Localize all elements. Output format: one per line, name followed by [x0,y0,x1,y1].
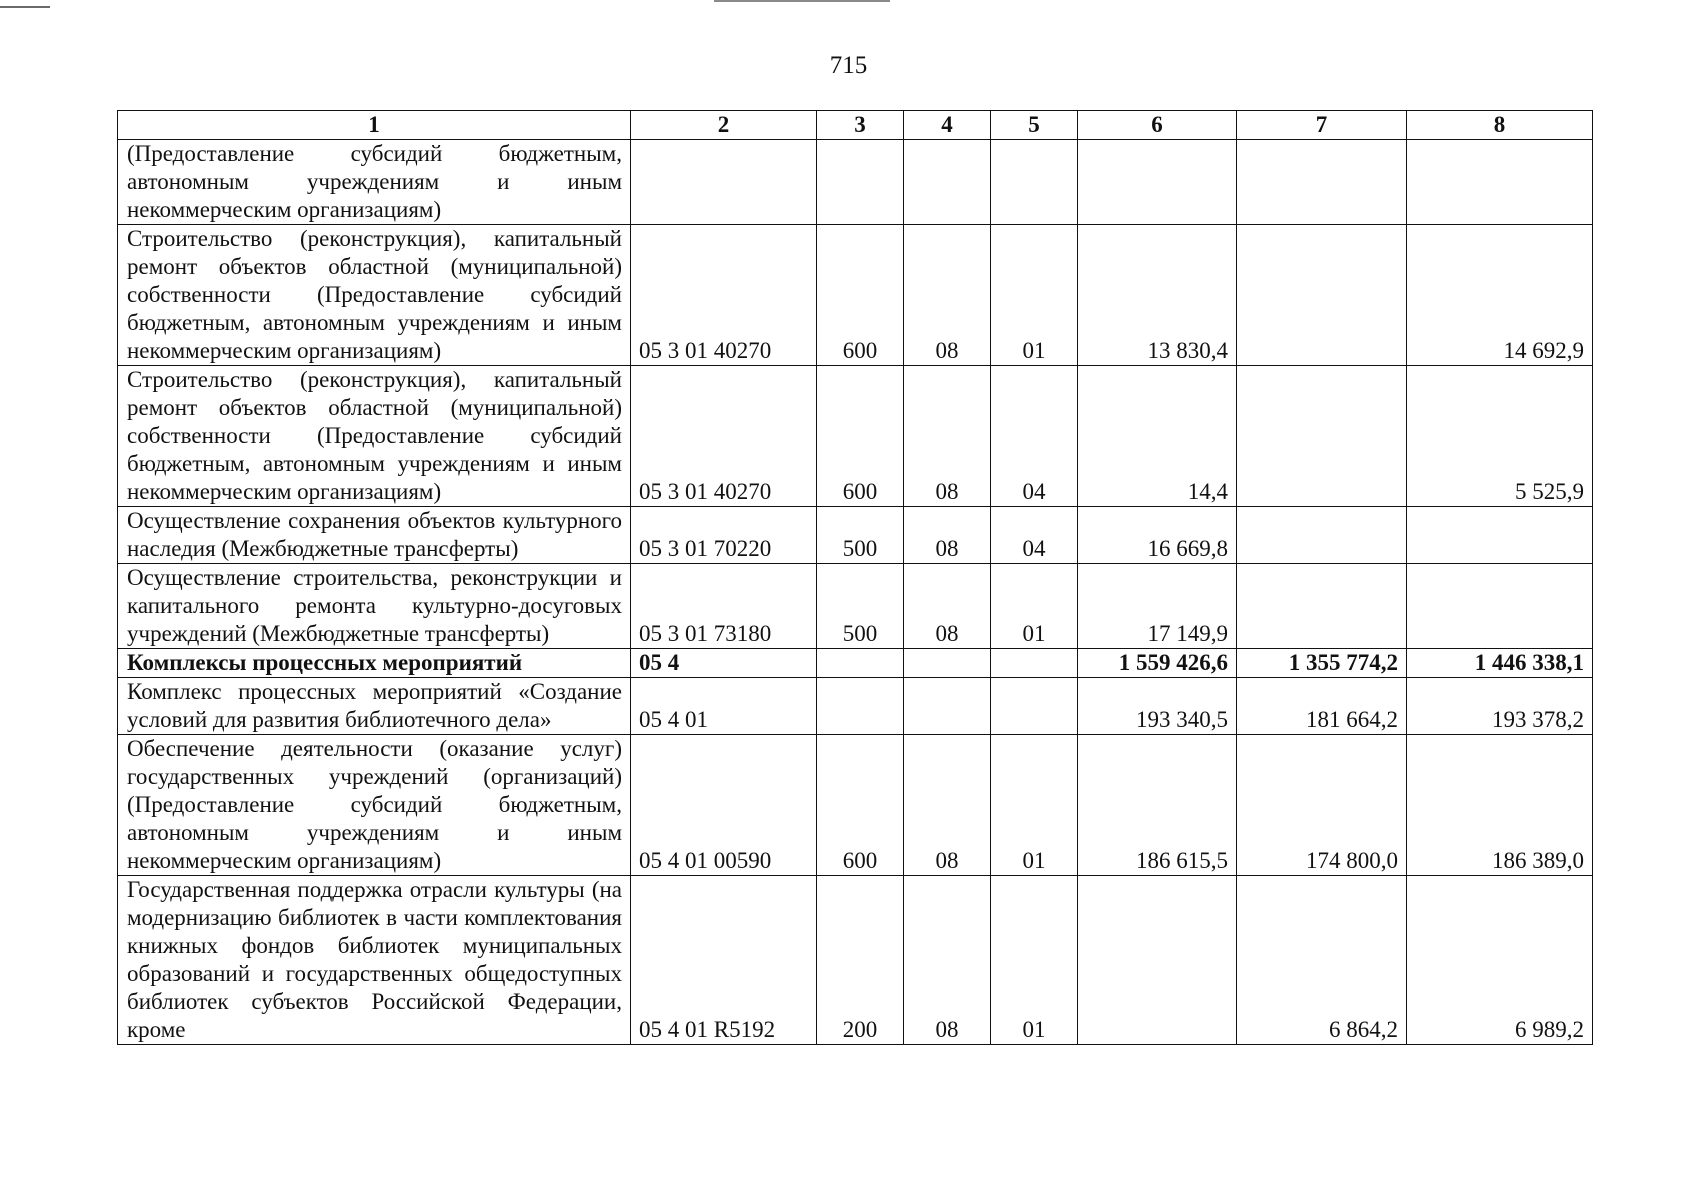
table-row [118,366,1593,507]
row-description: Строительство (реконструкция), капитальный ремонт объектов областной (муниципальной) собственности (Предоставление субсидий бюджетным, автономным учреждениям и иным некоммерческим организациям) [118,366,631,507]
row-amount-col7 [1237,366,1407,507]
row-subsection: 01 [991,876,1078,1045]
row-amount-col8: 193 378,2 [1407,678,1593,735]
table-row [118,876,1593,1045]
column-header-4: 4 [904,111,991,140]
row-description: Государственная поддержка отрасли культуры (на модернизацию библиотек в части комплектования книжных фондов библиотек муниципальных образований и государственных общедоступных библиотек субъектов Российской Федерации, кроме [118,876,631,1045]
row-section: 08 [904,876,991,1045]
row-description: Комплексы процессных мероприятий [118,649,631,678]
row-amount-col7: 174 800,0 [1237,735,1407,876]
row-amount-col6: 16 669,8 [1078,507,1237,564]
row-amount-col8: 6 989,2 [1407,876,1593,1045]
scan-edge-mark-top [714,0,890,2]
table-row [118,225,1593,366]
row-amount-col6: 193 340,5 [1078,678,1237,735]
row-section [904,649,991,678]
table-row-subtotal [118,649,1593,678]
row-section: 08 [904,507,991,564]
row-section: 08 [904,564,991,649]
row-subsection: 04 [991,366,1078,507]
row-subsection: 01 [991,735,1078,876]
row-subsection: 01 [991,225,1078,366]
scan-edge-mark-left [0,6,50,8]
row-amount-col8 [1407,140,1593,225]
row-amount-col6: 17 149,9 [1078,564,1237,649]
row-description: Осуществление сохранения объектов культурного наследия (Межбюджетные трансферты) [118,507,631,564]
row-target-code: 05 3 01 40270 [631,225,817,366]
row-amount-col8: 1 446 338,1 [1407,649,1593,678]
row-amount-col6: 1 559 426,6 [1078,649,1237,678]
row-amount-col6: 14,4 [1078,366,1237,507]
row-amount-col6 [1078,140,1237,225]
table-row [118,678,1593,735]
row-subsection [991,649,1078,678]
row-amount-col7: 181 664,2 [1237,678,1407,735]
column-header-2: 2 [631,111,817,140]
row-amount-col7 [1237,507,1407,564]
row-target-code: 05 4 01 R5192 [631,876,817,1045]
row-amount-col8 [1407,564,1593,649]
row-expense-type [817,678,904,735]
row-expense-type: 500 [817,564,904,649]
row-subsection: 04 [991,507,1078,564]
table-row [118,735,1593,876]
row-target-code: 05 3 01 73180 [631,564,817,649]
row-section [904,140,991,225]
row-expense-type [817,140,904,225]
row-target-code [631,140,817,225]
column-header-6: 6 [1078,111,1237,140]
column-header-5: 5 [991,111,1078,140]
row-target-code: 05 3 01 40270 [631,366,817,507]
row-subsection: 01 [991,564,1078,649]
table-header-row [118,111,1593,140]
row-target-code: 05 4 01 [631,678,817,735]
row-expense-type [817,649,904,678]
row-target-code: 05 4 01 00590 [631,735,817,876]
row-description: (Предоставление субсидий бюджетным, автономным учреждениям и иным некоммерческим организациям) [118,140,631,225]
row-amount-col8: 5 525,9 [1407,366,1593,507]
row-amount-col7 [1237,140,1407,225]
row-expense-type: 600 [817,735,904,876]
page-number: 715 [829,52,868,79]
row-description: Комплекс процессных мероприятий «Создание условий для развития библиотечного дела» [118,678,631,735]
row-subsection [991,678,1078,735]
row-description: Осуществление строительства, реконструкции и капитального ремонта культурно-досуговых учреждений (Межбюджетные трансферты) [118,564,631,649]
row-section: 08 [904,225,991,366]
column-header-8: 8 [1407,111,1593,140]
row-amount-col6: 13 830,4 [1078,225,1237,366]
row-section: 08 [904,366,991,507]
row-amount-col7: 6 864,2 [1237,876,1407,1045]
row-expense-type: 500 [817,507,904,564]
row-description: Обеспечение деятельности (оказание услуг) государственных учреждений (организаций) (Предоставление субсидий бюджетным, автономным учреждениям и иным некоммерческим организациям) [118,735,631,876]
row-target-code: 05 3 01 70220 [631,507,817,564]
row-amount-col7: 1 355 774,2 [1237,649,1407,678]
row-expense-type: 600 [817,225,904,366]
column-header-3: 3 [817,111,904,140]
row-expense-type: 200 [817,876,904,1045]
table-row [118,564,1593,649]
row-subsection [991,140,1078,225]
row-description: Строительство (реконструкция), капитальный ремонт объектов областной (муниципальной) собственности (Предоставление субсидий бюджетным, автономным учреждениям и иным некоммерческим организациям) [118,225,631,366]
row-section: 08 [904,735,991,876]
row-amount-col8: 186 389,0 [1407,735,1593,876]
row-amount-col7 [1237,225,1407,366]
row-target-code: 05 4 [631,649,817,678]
row-amount-col8: 14 692,9 [1407,225,1593,366]
table-row [118,140,1593,225]
row-expense-type: 600 [817,366,904,507]
row-amount-col7 [1237,564,1407,649]
column-header-7: 7 [1237,111,1407,140]
table-row [118,507,1593,564]
row-amount-col8 [1407,507,1593,564]
row-section [904,678,991,735]
row-amount-col6: 186 615,5 [1078,735,1237,876]
row-amount-col6 [1078,876,1237,1045]
budget-table [117,110,1593,1045]
column-header-1: 1 [118,111,631,140]
